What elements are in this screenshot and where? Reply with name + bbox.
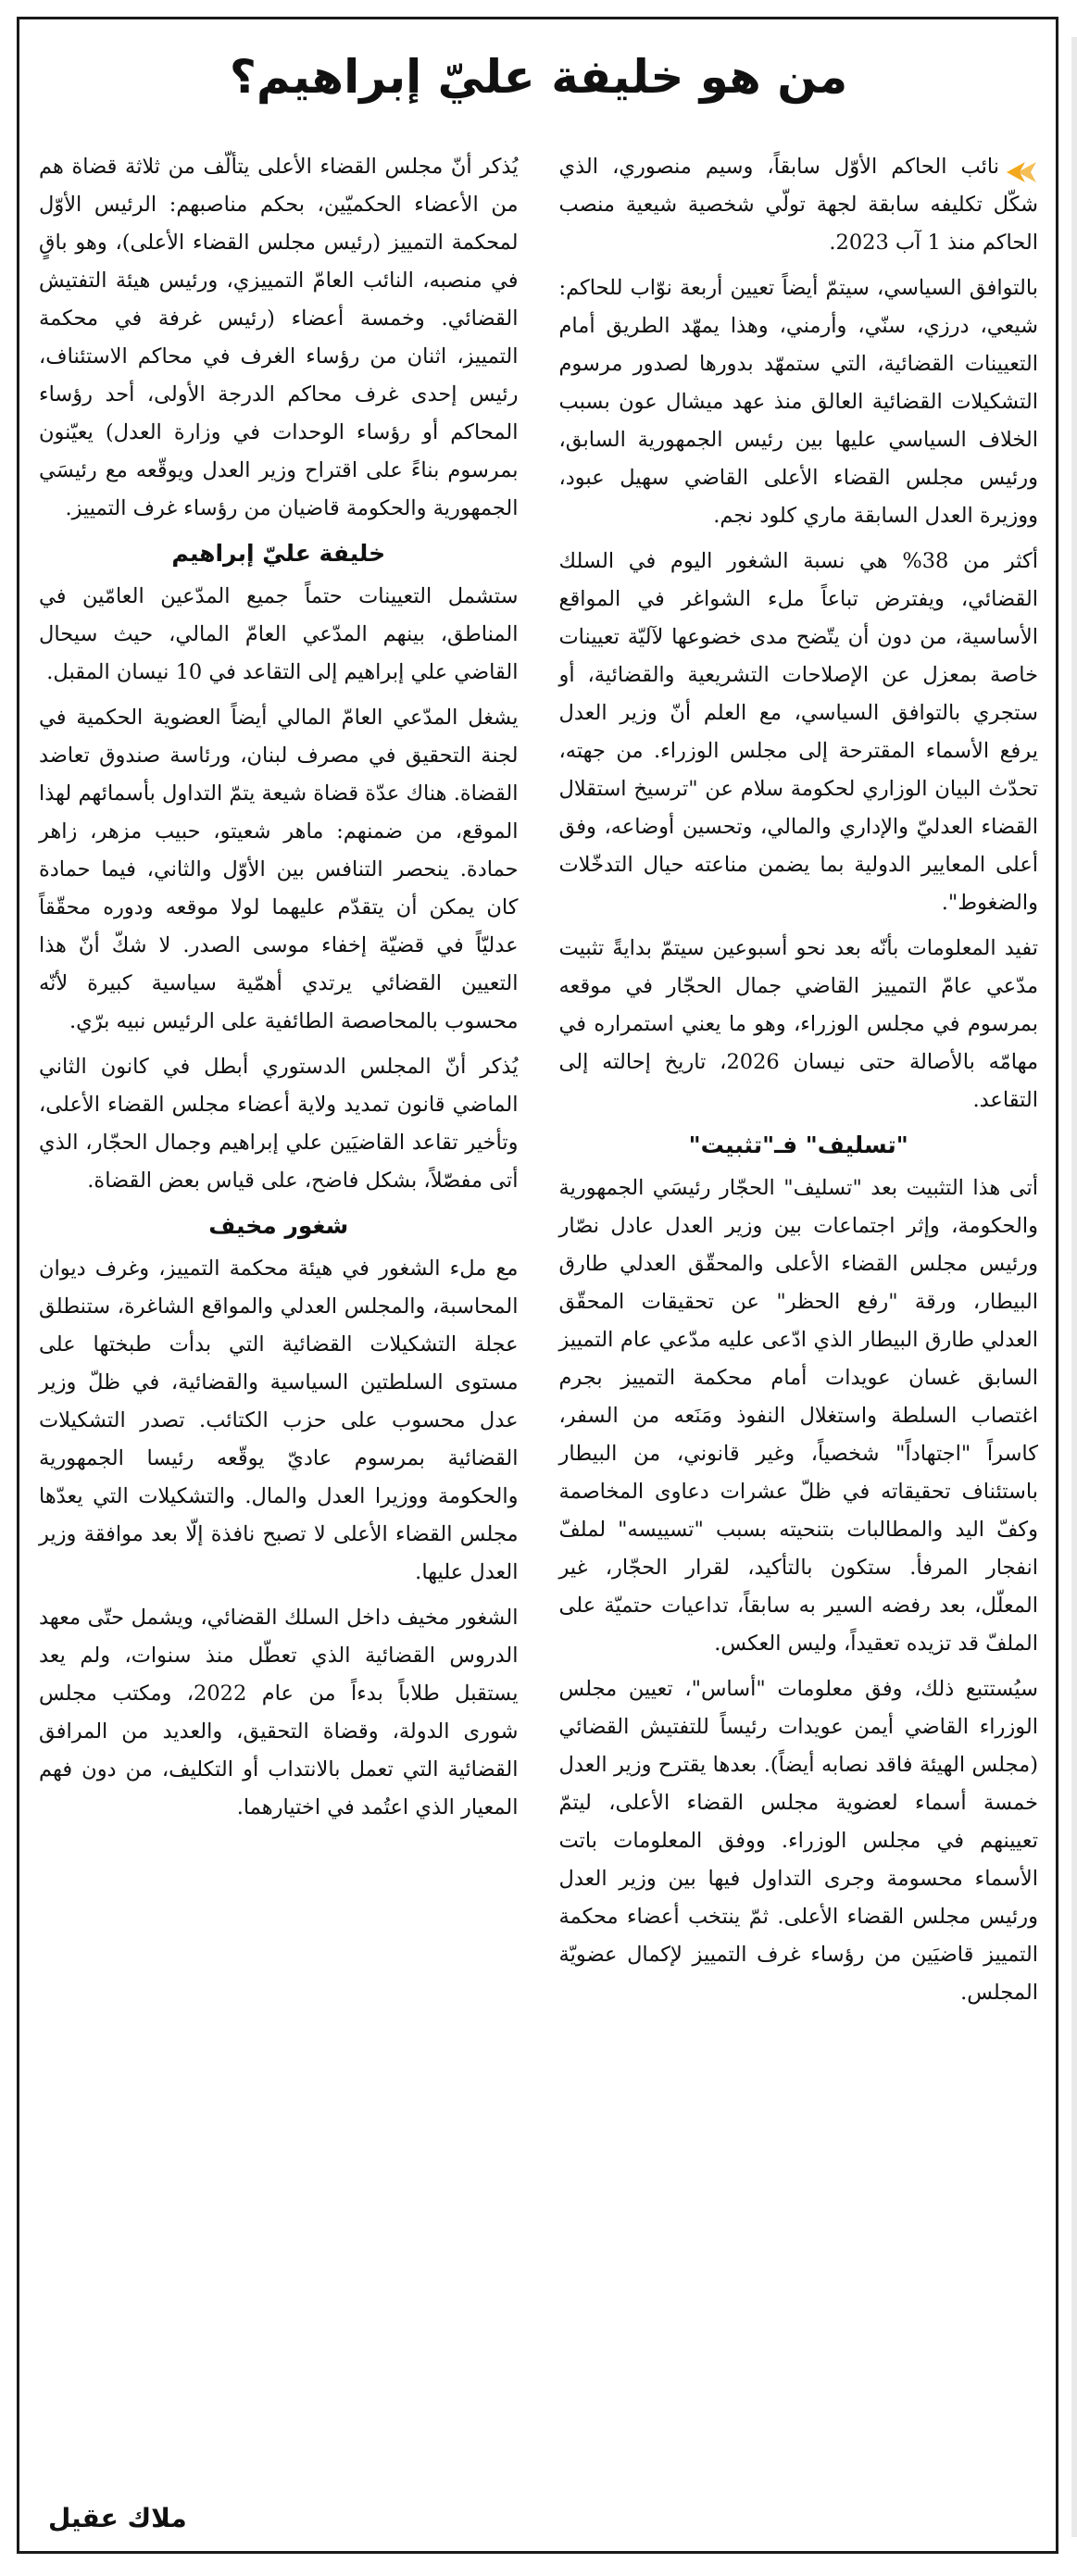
paragraph: يشغل المدّعي العامّ المالي أيضاً العضوية الحكمية في لجنة التحقيق في مصرف لبنان، ورئاسة صندوق تعاضد القضاة. هناك عدّة قضاة شيعة يتمّ التداول بأسمائهم لهذا الموقع، من ضمنهم: ماهر شعيتو، حبيب مزهر، زاهر حمادة. ينحصر التنافس بين الأوّل والثاني، فيما حمادة كان يمكن أن يتقدّم عليهما لولا موقعه ودوره محقّقاً عدليّاً في قضيّة إخفاء موسى الصدر. لا شكّ أنّ هذا التعيين القضائي يرتدي أهمّية سياسية كبيرة لأنّه محسوب بالمحاصصة الطائفية على الرئيس نبيه برّي. <box>39 706 519 1033</box>
article-body <box>39 148 1038 2520</box>
section-heading: "تسليف" فـ"تثبيت" <box>688 1132 908 1158</box>
page-edge-shadow <box>1071 37 1077 2537</box>
paragraph <box>559 148 1039 262</box>
author-byline: ملاك عقيل <box>48 2503 187 2533</box>
arrow-left-icon <box>1007 157 1038 178</box>
paragraph: الشغور مخيف داخل السلك القضائي، ويشمل حتّى معهد الدروس القضائية الذي تعطّل منذ سنوات، ولم يعد يستقبل طلاباً بدءاً من عام 2022، ومكتب مجلس شورى الدولة، وقضاة التحقيق، والعديد من المرافق القضائية التي تعمل بالانتداب أو التكليف، من دون فهم المعيار الذي اعتُمد في اختيارهما. <box>39 1606 519 1819</box>
paragraph: أتى هذا التثبيت بعد "تسليف" الحجّار رئيسَي الجمهورية والحكومة، وإثر اجتماعات بين وزير العدل عادل نصّار ورئيس مجلس القضاء الأعلى والمحقّق العدلي طارق البيطار، ورقة "رفع الحظر" عن تحقيقات المحقّق العدلي طارق البيطار الذي ادّعى عليه مدّعي عام التمييز السابق غسان عويدات أمام محكمة التمييز بجرم اغتصاب السلطة واستغلال النفوذ ومَنَعه من السفر، كاسراً "اجتهاداً" شخصياً، وغير قانوني، من البيطار باستئناف تحقيقاته في ظلّ عشرات دعاوى المخاصمة وكفّ اليد والمطالبات بتنحيته بسبب "تسييسه" لملفّ انفجار المرفأ. ستكون بالتأكيد، لقرار الحجّار، غير المعلّل، بعد رفضه السير به سابقاً، تداعيات حتميّة على الملفّ قد تزيده تعقيداً، وليس العكس. <box>558 1176 1038 1656</box>
right-column <box>559 148 1039 2520</box>
left-column <box>39 148 519 2520</box>
paragraph: بالتوافق السياسي، سيتمّ أيضاً تعيين أربعة نوّاب للحاكم: شيعي، درزي، سنّي، وأرمني، وهذا يمهّد الطريق أمام التعيينات القضائية، التي ستمهّد بدورها لصدور مرسوم التشكيلات القضائية العالق منذ عهد ميشال عون بسبب الخلاف السياسي عليها بين رئيس الجمهورية السابق، ورئيس مجلس القضاء الأعلى القاضي سهيل عبود، ووزيرة العدل السابقة ماري كلود نجم. <box>558 276 1038 528</box>
paragraph: يُذكر أنّ المجلس الدستوري أبطل في كانون الثاني الماضي قانون تمديد ولاية أعضاء مجلس القضاء الأعلى، وتأخير تقاعد القاضيَين علي إبراهيم وجمال الحجّار، الذي أتى مفصّلاً، بشكل فاضح، على قياس بعض القضاة. <box>39 1055 519 1193</box>
paragraph: سيُستتبع ذلك، وفق معلومات "أساس"، تعيين مجلس الوزراء القاضي أيمن عويدات رئيساً للتفتيش القضائي (مجلس الهيئة فاقد نصابه أيضاً). بعدها يقترح وزير العدل خمسة أسماء لعضوية مجلس القضاء الأعلى، ليتمّ تعيينهم في مجلس الوزراء. ووفق المعلومات باتت الأسماء محسومة وجرى التداول فيها بين وزير العدل ورئيس مجلس القضاء الأعلى. ثمّ ينتخب أعضاء محكمة التمييز قاضيَين من رؤساء غرف التمييز لإكمال عضويّة المجلس. <box>558 1677 1038 2005</box>
paragraph: ستشمل التعيينات حتماً جميع المدّعين العامّين في المناطق، بينهم المدّعي العامّ المالي، حيث سيحال القاضي علي إبراهيم إلى التقاعد في 10 نيسان المقبل. <box>39 584 519 684</box>
section-heading: خليفة عليّ إبراهيم <box>171 540 386 567</box>
paragraph: تفيد المعلومات بأنّه بعد نحو أسبوعين سيتمّ بدايةً تثبيت مدّعي عامّ التمييز القاضي جمال الحجّار في موقعه بمرسوم في مجلس الوزراء، وهو ما يعني استمراره في مهامّه بالأصالة حتى نيسان 2026، تاريخ إحالته إلى التقاعد. <box>558 936 1038 1112</box>
paragraph-text: نائب الحاكم الأوّل سابقاً، وسيم منصوري، الذي شكّل تكليفه سابقة لجهة تولّي شخصية شيعية منصب الحاكم منذ 1 آب 2023. <box>558 155 1038 255</box>
paragraph: أكثر من 38% هي نسبة الشغور اليوم في السلك القضائي، ويفترض تباعاً ملء الشواغر في المواقع الأساسية، من دون أن يتّضح مدى خضوعها لآليّة تعيينات خاصة بمعزل عن الإصلاحات التشريعية والقضائية، أو ستجري بالتوافق السياسي، مع العلم أنّ وزير العدل يرفع الأسماء المقترحة إلى مجلس الوزراء. من جهته، تحدّث البيان الوزاري لحكومة سلام عن "ترسيخ استقلال القضاء العدليّ والإداري والمالي، وتحسين أوضاعه، وفق أعلى المعايير الدولية بما يضمن مناعته حيال التدخّلات والضغوط". <box>558 549 1039 915</box>
paragraph: يُذكر أنّ مجلس القضاء الأعلى يتألّف من ثلاثة قضاة هم من الأعضاء الحكميّين، بحكم مناصبهم: الرئيس الأوّل لمحكمة التمييز (رئيس مجلس القضاء الأعلى)، وهو باقٍ في منصبه، النائب العامّ التمييزي، ورئيس هيئة التفتيش القضائي. وخمسة أعضاء (رئيس غرفة في محكمة التمييز، اثنان من رؤساء الغرف في محاكم الاستئناف، رئيس إحدى غرف محاكم الدرجة الأولى، أحد رؤساء المحاكم أو رؤساء الوحدات في وزارة العدل) يعيّنون بمرسوم بناءً على اقتراح وزير العدل ويوقّعه مع رئيسَي الجمهورية والحكومة قاضيان من رؤساء غرف التمييز. <box>39 155 519 520</box>
paragraph: مع ملء الشغور في هيئة محكمة التمييز، وغرف ديوان المحاسبة، والمجلس العدلي والمواقع الشاغرة، ستنطلق عجلة التشكيلات القضائية التي بدأت طبختها على مستوى السلطتين السياسية والقضائية، في ظلّ وزير عدل محسوب على حزب الكتائب. تصدر التشكيلات القضائية بمرسوم عاديّ يوقّعه رئيسا الجمهورية والحكومة ووزيرا العدل والمال. والتشكيلات التي يعدّها مجلس القضاء الأعلى لا تصبح نافذة إلّا بعد موافقة وزير العدل عليها. <box>39 1257 519 1584</box>
headline: من هو خليفة عليّ إبراهيم؟ <box>229 50 848 104</box>
section-heading: شغور مخيف <box>208 1212 349 1239</box>
